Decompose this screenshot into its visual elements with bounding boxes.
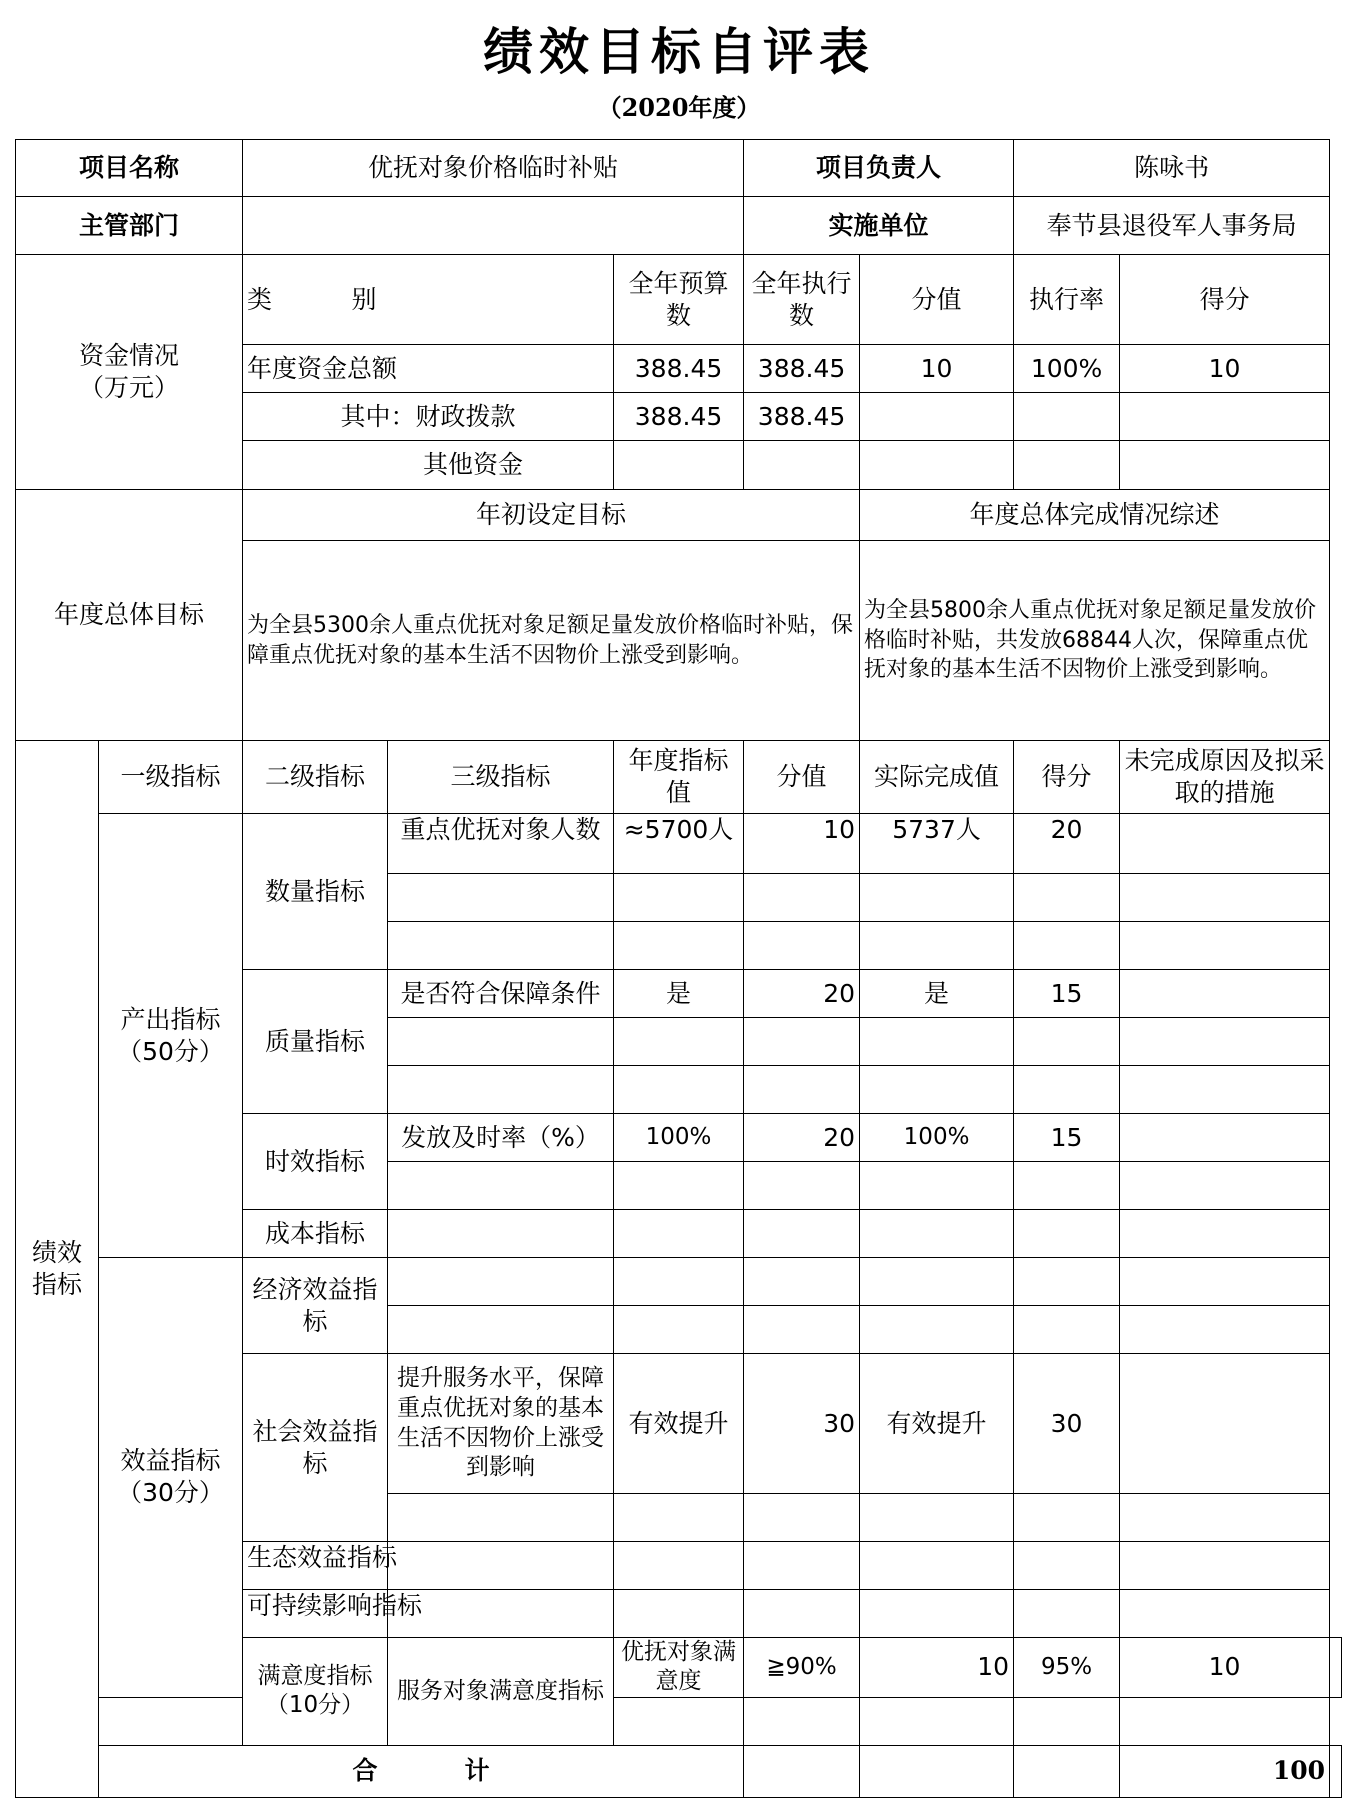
perf-col-score: 得分	[1014, 741, 1120, 814]
funds-col-score: 得分	[1120, 255, 1330, 345]
funds-row-score: 10	[1120, 345, 1330, 393]
perf-col-target: 年度指标值	[614, 741, 744, 814]
empty-cell	[388, 1258, 614, 1306]
indicator-name: 优抚对象满意度	[614, 1638, 744, 1698]
empty-cell	[1014, 1590, 1120, 1638]
quality-indicator-label: 质量指标	[243, 970, 388, 1114]
indicator-target: 100%	[614, 1114, 744, 1162]
indicator-name: 提升服务水平，保障重点优抚对象的基本生活不因物价上涨受到影响	[388, 1354, 614, 1494]
perf-col-actual: 实际完成值	[860, 741, 1014, 814]
funds-col-score-value: 分值	[860, 255, 1014, 345]
empty-cell	[860, 1018, 1014, 1066]
funds-label: 资金情况 （万元）	[16, 255, 243, 490]
indicator-score: 10	[1120, 1638, 1330, 1698]
empty-cell	[744, 1494, 860, 1542]
empty-cell	[860, 1494, 1014, 1542]
indicator-score-value: 30	[744, 1354, 860, 1494]
empty-cell	[1014, 1494, 1120, 1542]
empty-cell	[1120, 1258, 1330, 1306]
empty-cell	[744, 1745, 860, 1797]
empty-cell	[614, 1494, 744, 1542]
total-label: 合 计	[99, 1745, 744, 1797]
indicator-score: 30	[1014, 1354, 1120, 1494]
indicator-target: ≈5700人	[614, 814, 744, 874]
empty-cell	[860, 1306, 1014, 1354]
empty-cell	[860, 1210, 1014, 1258]
funds-col-executed: 全年执行数	[744, 255, 860, 345]
empty-cell	[614, 874, 744, 922]
empty-cell	[1014, 922, 1120, 970]
empty-cell	[388, 874, 614, 922]
empty-cell	[1014, 1162, 1120, 1210]
funds-row-budget	[614, 441, 744, 490]
funds-row-rate: 100%	[1014, 345, 1120, 393]
goals-summary-header: 年度总体完成情况综述	[860, 490, 1330, 541]
empty-cell	[1120, 1697, 1330, 1745]
empty-cell	[860, 1066, 1014, 1114]
funds-row-rate	[1014, 393, 1120, 441]
empty-cell	[1014, 1542, 1120, 1590]
empty-cell	[388, 1542, 614, 1590]
empty-cell	[744, 1306, 860, 1354]
benefit-indicator-label: 效益指标 （30分）	[99, 1258, 243, 1698]
indicator-reason	[1120, 970, 1330, 1018]
funds-row-score-value	[860, 441, 1014, 490]
funds-col-budget: 全年预算数	[614, 255, 744, 345]
empty-cell	[744, 1542, 860, 1590]
indicator-score-value: 20	[744, 1114, 860, 1162]
indicator-name: 是否符合保障条件	[388, 970, 614, 1018]
empty-cell	[1120, 922, 1330, 970]
empty-cell	[388, 1210, 614, 1258]
satisfaction-indicator-label: 满意度指标 （10分）	[243, 1638, 388, 1746]
funds-row-budget: 388.45	[614, 345, 744, 393]
empty-cell	[99, 1697, 243, 1745]
indicator-reason	[1120, 1114, 1330, 1162]
ecological-indicator-label: 生态效益指标	[243, 1542, 388, 1590]
empty-cell	[1014, 1306, 1120, 1354]
empty-cell	[860, 1162, 1014, 1210]
empty-cell	[388, 1018, 614, 1066]
goals-summary-text: 为全县5800余人重点优抚对象足额足量发放价格临时补贴，共发放68844人次，保障重点优抚对象的基本生活不因物价上涨受到影响。	[860, 541, 1330, 741]
perf-col-level2: 二级指标	[243, 741, 388, 814]
empty-cell	[388, 1306, 614, 1354]
empty-cell	[1014, 874, 1120, 922]
indicator-target: 是	[614, 970, 744, 1018]
indicator-score: 15	[1014, 1114, 1120, 1162]
empty-cell	[1014, 1697, 1120, 1745]
goals-initial-header: 年初设定目标	[243, 490, 860, 541]
output-indicator-label: 产出指标 （50分）	[99, 814, 243, 1258]
indicator-actual: 有效提升	[860, 1354, 1014, 1494]
perf-col-score-value: 分值	[744, 741, 860, 814]
indicator-reason	[1120, 814, 1330, 874]
indicator-target: ≧90%	[744, 1638, 860, 1698]
empty-cell	[1120, 1162, 1330, 1210]
funds-row-executed: 388.45	[744, 393, 860, 441]
dept-value	[243, 197, 744, 255]
empty-cell	[860, 1542, 1014, 1590]
social-indicator-label: 社会效益指标	[243, 1354, 388, 1542]
timeliness-indicator-label: 时效指标	[243, 1114, 388, 1210]
empty-cell	[744, 874, 860, 922]
empty-cell	[1120, 874, 1330, 922]
owner-label: 项目负责人	[744, 140, 1014, 197]
indicator-score-value: 10	[744, 814, 860, 874]
empty-cell	[1014, 1258, 1120, 1306]
empty-cell	[1330, 1745, 1342, 1797]
year-subtitle: （2020年度）	[597, 93, 761, 122]
funds-row-score	[1120, 393, 1330, 441]
empty-cell	[1120, 1494, 1330, 1542]
project-name-value: 优抚对象价格临时补贴	[243, 140, 744, 197]
total-score: 100	[1120, 1745, 1330, 1797]
indicator-score: 20	[1014, 814, 1120, 874]
empty-cell	[614, 1697, 744, 1745]
empty-cell	[744, 1590, 860, 1638]
funds-col-category: 类 别	[243, 255, 614, 345]
empty-cell	[1014, 1210, 1120, 1258]
economic-indicator-label: 经济效益指标	[243, 1258, 388, 1354]
empty-cell	[1014, 1018, 1120, 1066]
funds-row-name: 其他资金	[243, 441, 614, 490]
indicator-score: 15	[1014, 970, 1120, 1018]
indicator-score-value: 20	[744, 970, 860, 1018]
perf-col-reason: 未完成原因及拟采取的措施	[1120, 741, 1330, 814]
indicator-actual: 是	[860, 970, 1014, 1018]
empty-cell	[614, 1210, 744, 1258]
funds-row-executed	[744, 441, 860, 490]
empty-cell	[1120, 1066, 1330, 1114]
funds-row-score	[1120, 441, 1330, 490]
empty-cell	[860, 874, 1014, 922]
funds-row-budget: 388.45	[614, 393, 744, 441]
perf-col-level1: 一级指标	[99, 741, 243, 814]
empty-cell	[744, 1066, 860, 1114]
funds-row-score-value: 10	[860, 345, 1014, 393]
empty-cell	[614, 1018, 744, 1066]
funds-col-rate: 执行率	[1014, 255, 1120, 345]
owner-value: 陈咏书	[1014, 140, 1330, 197]
cost-indicator-label: 成本指标	[243, 1210, 388, 1258]
empty-cell	[1120, 1210, 1330, 1258]
impl-value: 奉节县退役军人事务局	[1014, 197, 1330, 255]
empty-cell	[1120, 1018, 1330, 1066]
quantity-indicator-label: 数量指标	[243, 814, 388, 970]
empty-cell	[744, 1162, 860, 1210]
funds-row-name: 年度资金总额	[243, 345, 614, 393]
perf-col-level3: 三级指标	[388, 741, 614, 814]
funds-row-score-value	[860, 393, 1014, 441]
empty-cell	[1120, 1306, 1330, 1354]
empty-cell	[860, 1745, 1014, 1797]
indicator-name: 发放及时率（%）	[388, 1114, 614, 1162]
indicator-actual: 5737人	[860, 814, 1014, 874]
empty-cell	[614, 1306, 744, 1354]
empty-cell	[860, 922, 1014, 970]
impl-label: 实施单位	[744, 197, 1014, 255]
empty-cell	[1120, 1542, 1330, 1590]
empty-cell	[388, 1162, 614, 1210]
empty-cell	[614, 1258, 744, 1306]
project-name-label: 项目名称	[16, 140, 243, 197]
empty-cell	[1014, 1745, 1120, 1797]
empty-cell	[744, 1258, 860, 1306]
empty-cell	[1014, 1066, 1120, 1114]
empty-cell	[860, 1697, 1014, 1745]
indicator-actual: 95%	[1014, 1638, 1120, 1698]
empty-cell	[1120, 1590, 1330, 1638]
sustainable-indicator-label: 可持续影响指标	[243, 1590, 388, 1638]
empty-cell	[744, 1210, 860, 1258]
empty-cell	[614, 1542, 744, 1590]
page-title: 绩效目标自评表	[483, 22, 875, 81]
empty-cell	[614, 1590, 744, 1638]
indicator-reason	[1120, 1354, 1330, 1494]
empty-cell	[614, 1162, 744, 1210]
indicator-score-value: 10	[860, 1638, 1014, 1698]
perf-label: 绩效 指标	[16, 741, 99, 1798]
goals-initial-text: 为全县5300余人重点优抚对象足额足量发放价格临时补贴，保障重点优抚对象的基本生活不因物价上涨受到影响。	[243, 541, 860, 741]
empty-cell	[388, 922, 614, 970]
funds-row-name: 其中：财政拨款	[243, 393, 614, 441]
empty-cell	[744, 1697, 860, 1745]
indicator-actual: 100%	[860, 1114, 1014, 1162]
empty-cell	[860, 1258, 1014, 1306]
empty-cell	[744, 922, 860, 970]
service-indicator-label: 服务对象满意度指标	[388, 1638, 614, 1746]
dept-label: 主管部门	[16, 197, 243, 255]
empty-cell	[860, 1590, 1014, 1638]
funds-row-rate	[1014, 441, 1120, 490]
indicator-target: 有效提升	[614, 1354, 744, 1494]
goals-label: 年度总体目标	[16, 490, 243, 741]
empty-cell	[388, 1066, 614, 1114]
self-evaluation-table	[15, 139, 1342, 1798]
empty-cell	[388, 1494, 614, 1542]
indicator-name: 重点优抚对象人数	[388, 814, 614, 874]
empty-cell	[614, 922, 744, 970]
empty-cell	[614, 1066, 744, 1114]
empty-cell	[744, 1018, 860, 1066]
funds-row-executed: 388.45	[744, 345, 860, 393]
indicator-reason	[1330, 1638, 1342, 1698]
